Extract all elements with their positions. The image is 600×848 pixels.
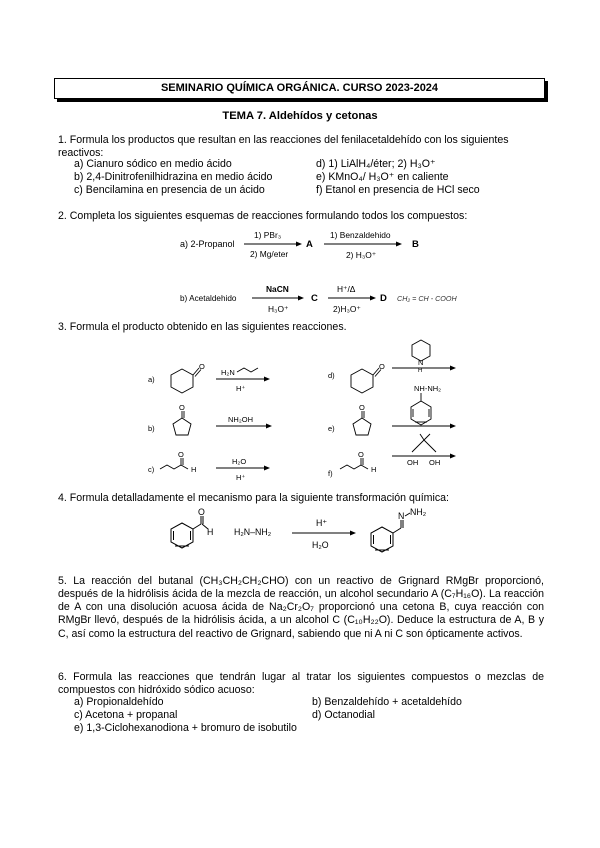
q2b-compound-C: C xyxy=(311,293,318,304)
q2b-reagent-1-top: NaCN xyxy=(266,284,289,294)
q2b-start: b) Acetaldehido xyxy=(180,294,237,303)
q3f-butanal-chain xyxy=(340,465,368,469)
q6-option-d: d) Octanodial xyxy=(312,709,376,721)
q4-amino-group: NH₂ xyxy=(410,507,427,517)
topic-title: TEMA 7. Aldehídos y cetonas xyxy=(222,110,378,122)
q1-option-e: e) KMnO₄/ H₃O⁺ en caliente xyxy=(316,171,449,183)
q3a-oxygen: O xyxy=(199,362,205,371)
q3c-hydrogen: H xyxy=(191,465,197,474)
q4-transformation xyxy=(0,505,600,565)
q6-option-b: b) Benzaldehído + acetaldehído xyxy=(312,696,462,708)
q3a-label: a) xyxy=(148,375,155,384)
q3d-oxygen: O xyxy=(379,362,385,371)
q3f-hydroxyl-2: OH xyxy=(429,458,441,467)
q4-condition-top: H⁺ xyxy=(316,518,327,528)
q2b-reagent-1-bottom: H₃O⁺ xyxy=(268,304,289,314)
q2a-start: a) 2-Propanol xyxy=(180,239,235,249)
seminar-header: SEMINARIO QUÍMICA ORGÁNICA. CURSO 2023-2024 xyxy=(54,78,545,99)
q3f-oxygen: O xyxy=(358,450,364,459)
q3a-propylamine-chain xyxy=(237,368,258,372)
q3e-label: e) xyxy=(328,424,335,433)
q3e-benzene-ring xyxy=(411,401,431,425)
q2a-compound-A: A xyxy=(306,239,313,250)
q3d-label: d) xyxy=(328,371,335,380)
q3b-reagent: NH₂OH xyxy=(228,415,253,424)
q3-reactions xyxy=(0,335,600,485)
q6-option-c: c) Acetona + propanal xyxy=(74,709,178,721)
q2-reaction-schemes xyxy=(0,222,600,318)
q3a-cyclohexanone-ring xyxy=(171,369,193,393)
q2b-arrowhead-1 xyxy=(298,296,304,301)
q4-imine-nitrogen: N xyxy=(398,511,405,521)
q3a-arrowhead xyxy=(264,377,270,382)
q4-hydrazine: H₂N–NH₂ xyxy=(234,527,272,537)
q3e-reagent: NH-NH₂ xyxy=(414,384,442,393)
q2b-handwritten-answer: CH₂ = CH - COOH xyxy=(397,294,457,303)
q4-benzaldehyde-ring xyxy=(171,523,193,548)
question-2-stem: 2. Completa los siguientes esquemas de reacciones formulando todos los compuestos: xyxy=(58,210,468,222)
q2a-reagent-1-bottom: 2) Mg/eter xyxy=(250,249,289,259)
q3a-reagent: H₂N xyxy=(221,368,235,377)
q4-arrowhead xyxy=(350,531,356,536)
q3c-butanal-chain xyxy=(160,465,188,469)
q3b-oxygen: O xyxy=(179,403,185,412)
q3c-oxygen: O xyxy=(178,450,184,459)
q3c-reagent: H₂O xyxy=(232,457,247,466)
q3c-condition: H⁺ xyxy=(236,473,246,482)
q3d-cyclohexanone-ring xyxy=(351,369,373,393)
q4-aldehyde-hydrogen: H xyxy=(207,527,214,537)
q3e-oxygen: O xyxy=(359,403,365,412)
q1-option-a: a) Cianuro sódico en medio ácido xyxy=(74,158,232,170)
question-5-text: 5. La reacción del butanal (CH₃CH₂CH₂CHO) con un reactivo de Grignard RMgBr proporcionó, después de la hidrólisis ácida de la mezcla de reacción, un alcohol secundario A (C₇H₁₆O). La reacción de A con una disolución acuosa ácida de Na₂Cr₂O₇ proporcionó una cetona B, cuya reacción con RMgBr llevó, después de la hidrólisis ácida, a un alcohol C (C₁₀H₂₂O). Deduce la estructura de A, B y C, así como la estructura del reactivo de Grignard, sabiendo que ni A ni C son ópticamente activos. xyxy=(58,575,544,640)
q2a-compound-B: B xyxy=(412,239,419,250)
q3d-reagent-hydrogen: H xyxy=(418,368,423,374)
q1-option-f: f) Etanol en presencia de HCl seco xyxy=(316,184,480,196)
q4-condition-bottom: H₂O xyxy=(312,540,329,550)
q2b-compound-D: D xyxy=(380,293,387,304)
q3c-arrowhead xyxy=(264,466,270,471)
q3e-cyclopentanone-ring xyxy=(353,418,371,435)
q3f-hydroxyl-1: OH xyxy=(407,458,419,467)
q3d-reagent-nitrogen: N xyxy=(418,358,424,367)
q1-option-c: c) Bencilamina en presencia de un ácido xyxy=(74,184,265,196)
q6-option-a: a) Propionaldehído xyxy=(74,696,164,708)
q1-option-b: b) 2,4-Dinitrofenilhidrazina en medio ácido xyxy=(74,171,273,183)
q4-carbonyl-oxygen: O xyxy=(198,507,205,517)
q4-hydrazone-ring xyxy=(371,527,393,552)
question-4-stem: 4. Formula detalladamente el mecanismo para la siguiente transformación química: xyxy=(58,492,449,504)
q2b-arrowhead-2 xyxy=(370,296,376,301)
q3f-diol-chain xyxy=(412,440,436,452)
question-6-stem: 6. Formula las reacciones que tendrán lugar al tratar los siguientes compuestos o mezclas de compuestos con hidróxido sódico acuoso: xyxy=(58,671,544,696)
q2a-arrowhead-2 xyxy=(396,242,402,247)
q2a-reagent-1-top: 1) PBr₃ xyxy=(254,230,282,240)
q3c-label: c) xyxy=(148,465,155,474)
q4-aldehyde-bond xyxy=(193,524,201,529)
q6-option-e: e) 1,3-Ciclohexanodiona + bromuro de isobutilo xyxy=(74,722,297,734)
q3f-hydrogen: H xyxy=(371,465,377,474)
q2a-reagent-2-bottom: 2) H₃O⁺ xyxy=(346,250,377,260)
q3d-arrowhead xyxy=(450,366,456,371)
question-3-stem: 3. Formula el producto obtenido en las siguientes reacciones. xyxy=(58,321,347,333)
q2b-reagent-2-top: H⁺/Δ xyxy=(337,284,356,294)
q2a-arrowhead-1 xyxy=(296,242,302,247)
q3f-label: f) xyxy=(328,469,333,478)
q1-option-d: d) 1) LiAlH₄/éter; 2) H₃O⁺ xyxy=(316,158,436,170)
q2b-reagent-2-bottom: 2)H₃O⁺ xyxy=(333,304,361,314)
q3a-condition: H⁺ xyxy=(236,384,246,393)
q3e-arrowhead xyxy=(450,424,456,429)
q2a-reagent-2-top: 1) Benzaldehido xyxy=(330,230,391,240)
question-1-stem: 1. Formula los productos que resultan en las reacciones del fenilacetaldehído con los siguientes reactivos: xyxy=(58,134,509,159)
q4-imine-carbon-bond xyxy=(393,528,401,533)
q3f-arrowhead xyxy=(450,454,456,459)
q3b-label: b) xyxy=(148,424,155,433)
q3b-cyclopentanone-ring xyxy=(173,418,191,435)
q3b-arrowhead xyxy=(266,424,272,429)
